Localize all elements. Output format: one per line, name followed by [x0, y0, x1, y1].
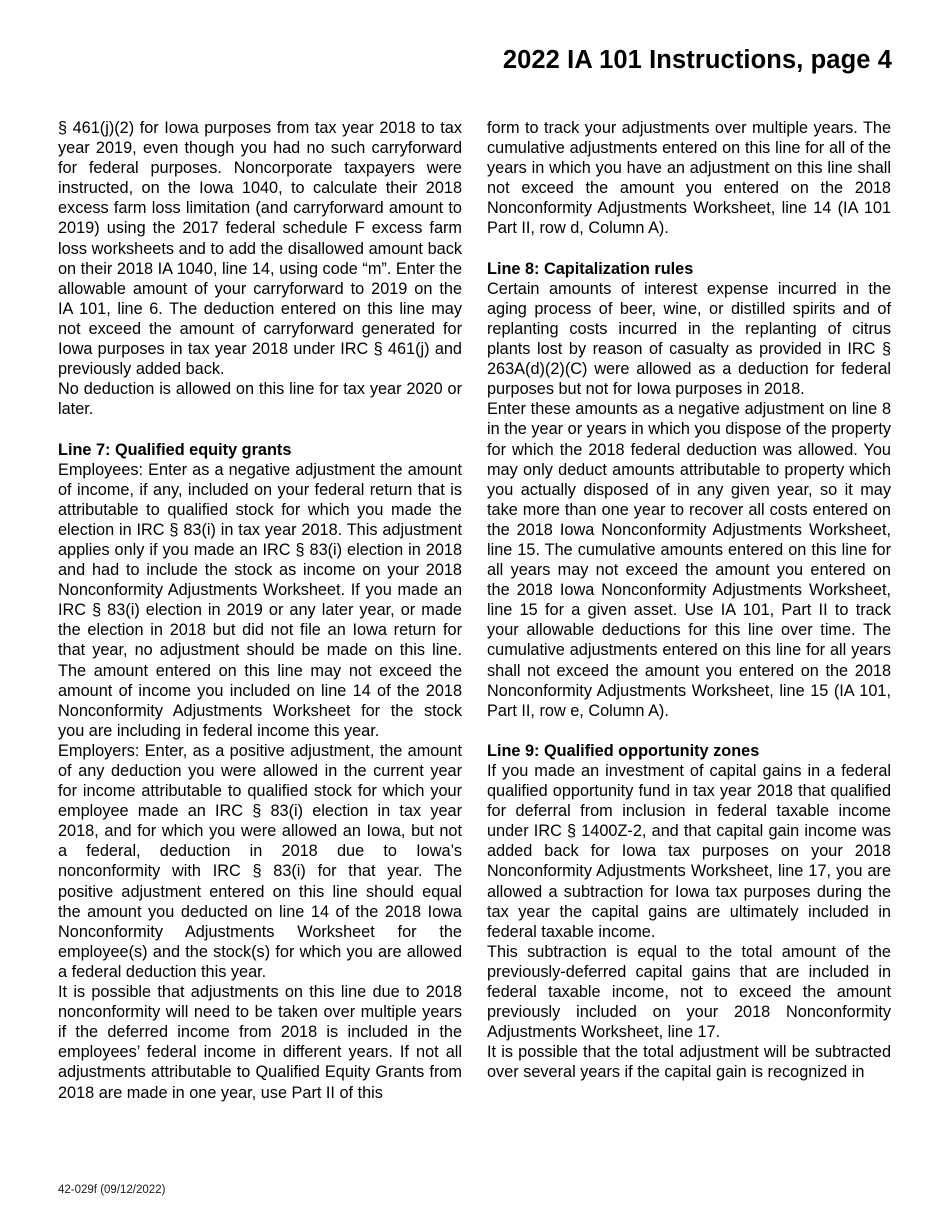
paragraph-spacer: [487, 721, 891, 741]
two-column-body: [58, 118, 892, 1103]
paragraph-spacer: [58, 419, 462, 439]
paragraph-spacer: [487, 239, 891, 259]
paragraph: Employees: Enter as a negative adjustment the amount of income, if any, included on your federal return that is attributable to qualified stock for which you made the election in IRC § 83(i) in tax year 2018. This adjustment applies only if you made an IRC § 83(i) election in 2018 and had to include the stock as income on your 2018 Nonconformity Adjustments Worksheet. If you made an IRC § 83(i) election in 2019 or any later year, or made the election in 2018 but did not file an Iowa return for that year, no adjustment should be made on this line. The amount entered on this line may not exceed the amount of income you included on line 14 of the 2018 Nonconformity Adjustments Worksheet for the stock you are including in federal income this year.: [58, 460, 462, 740]
paragraph: Certain amounts of interest expense incurred in the aging process of beer, wine, or distilled spirits and of replanting costs incurred in the replanting of citrus plants lost by reason of casualty as provided in IRC § 263A(d)(2)(C) were allowed as a deduction for federal purposes but not for Iowa purposes in 2018.: [487, 279, 891, 399]
paragraph: It is possible that the total adjustment will be subtracted over several years if the capital gain is recognized in: [487, 1043, 891, 1082]
paragraph: This subtraction is equal to the total amount of the previously-deferred capital gains that are included in federal taxable income, not to exceed the amount previously included on your 2018 Nonconformity Adjustments Worksheet, line 17.: [487, 942, 891, 1042]
section-heading-line-8: Line 8: Capitalization rules: [487, 259, 694, 278]
paragraph: form to track your adjustments over multiple years. The cumulative adjustments entered on this line for all of the years in which you have an adjustment on this line shall not exceed the amount you entered on the 2018 Nonconformity Adjustments Worksheet, line 14 (IA 101 Part II, row d, Column A).: [487, 119, 891, 238]
paragraph: It is possible that adjustments on this line due to 2018 nonconformity will need to be taken over multiple years if the deferred income from 2018 is included in the employees’ federal income in different years. If not all adjustments attributable to Qualified Equity Grants from 2018 are made in one year, use Part II of this: [58, 983, 462, 1102]
paragraph: Employers: Enter, as a positive adjustment, the amount of any deduction you were allowed in the current year for income attributable to qualified stock for which your employee made an IRC § 83(i) election in tax year 2018, and for which you were allowed an Iowa, but not a federal, deduction in 2018 due to Iowa’s nonconformity with IRC § 83(i) for that year. The positive adjustment entered on this line should equal the amount you deducted on line 14 of the 2018 Iowa Nonconformity Adjustments Worksheet for the employee(s) and the stock(s) for which you are allowed a federal deduction this year.: [58, 741, 462, 981]
paragraph: § 461(j)(2) for Iowa purposes from tax year 2018 to tax year 2019, even though you had no such carryforward for federal purposes. Noncorporate taxpayers were instructed, on the Iowa 1040, to calculate their 2018 excess farm loss limitation (and carryforward amount to 2019) using the 2017 federal schedule F excess farm loss worksheets and to add the disallowed amount back on their 2018 IA 1040, line 14, using code “m”. Enter the allowable amount of your carryforward to 2019 on the IA 101, line 6. The deduction entered on this line may not exceed the amount of carryforward generated for Iowa purposes in tax year 2018 under IRC § 461(j) and previously added back.: [58, 119, 462, 379]
paragraph: If you made an investment of capital gains in a federal qualified opportunity fund in tax year 2018 that qualified for deferral from inclusion in federal taxable income under IRC § 1400Z-2, and that capital gain income was added back for Iowa tax purposes on your 2018 Nonconformity Adjustments Worksheet, line 17, you are allowed a subtraction for Iowa tax purposes during the tax year the capital gains are ultimately included in federal taxable income.: [487, 762, 891, 941]
section-heading-line-7: Line 7: Qualified equity grants: [58, 440, 292, 459]
paragraph: No deduction is allowed on this line for tax year 2020 or later.: [58, 380, 462, 419]
section-heading-line-9: Line 9: Qualified opportunity zones: [487, 741, 760, 760]
paragraph: Enter these amounts as a negative adjustment on line 8 in the year or years in which you dispose of the property for which the 2018 federal deduction was allowed. You may only deduct amounts attributable to property which you actually disposed of in any given year, so it may take more than one year to recover all costs entered on the 2018 Iowa Nonconformity Adjustments Worksheet, line 15. The cumulative amounts entered on this line for all years may not exceed the amount you entered on the 2018 Iowa Nonconformity Adjustments Worksheet, line 15 for a given asset. Use IA 101, Part II to track your allowable deductions for this line over time. The cumulative adjustments entered on this line for all years shall not exceed the amount you entered on the 2018 Nonconformity Adjustments Worksheet, line 15 (IA 101, Part II, row e, Column A).: [487, 400, 891, 720]
page-header: [58, 46, 892, 74]
page-title: 2022 IA 101 Instructions, page 4: [502, 46, 892, 74]
right-column: [487, 118, 891, 1103]
footer-form-code: 42-029f (09/12/2022): [58, 1184, 166, 1196]
left-column: [58, 118, 462, 1103]
